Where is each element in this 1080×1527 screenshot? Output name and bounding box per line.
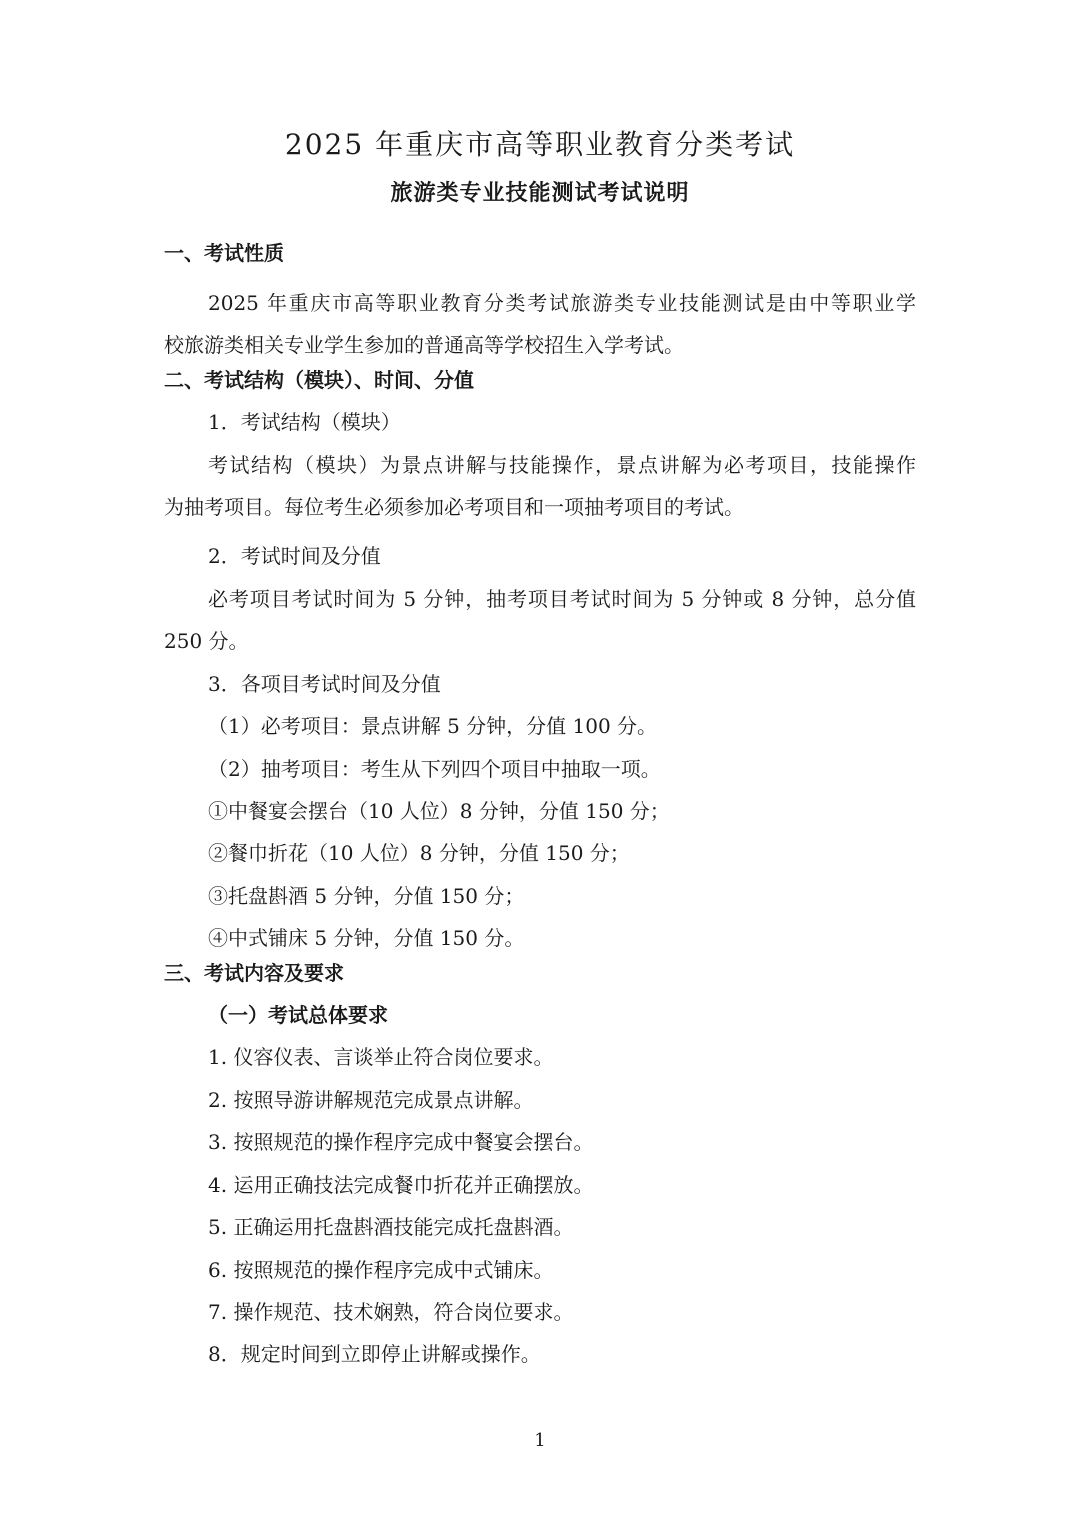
list-item: 1. 仪容仪表、言谈举止符合岗位要求。 — [208, 1045, 554, 1069]
list-item: 8．规定时间到立即停止讲解或操作。 — [208, 1342, 541, 1366]
list-item: （1）必考项目：景点讲解 5 分钟，分值 100 分。 — [208, 714, 658, 738]
list-item: 6. 按照规范的操作程序完成中式铺床。 — [208, 1258, 554, 1282]
section-heading-content: 三、考试内容及要求 — [164, 961, 344, 985]
list-item: 7. 操作规范、技术娴熟，符合岗位要求。 — [208, 1300, 574, 1324]
paragraph-line: 必考项目考试时间为 5 分钟，抽考项目考试时间为 5 分钟或 8 分钟，总分值 — [208, 587, 916, 611]
section-heading-nature: 一、考试性质 — [164, 241, 284, 265]
list-item: 5. 正确运用托盘斟酒技能完成托盘斟酒。 — [208, 1215, 574, 1239]
list-item: 2. 按照导游讲解规范完成景点讲解。 — [208, 1088, 534, 1112]
page-number: 1 — [534, 1430, 546, 1451]
list-item: 4. 运用正确技法完成餐巾折花并正确摆放。 — [208, 1173, 594, 1197]
paragraph-line: 为抽考项目。每位考生必须参加必考项目和一项抽考项目的考试。 — [164, 495, 744, 519]
list-item: ①中餐宴会摆台（10 人位）8 分钟，分值 150 分； — [208, 799, 670, 823]
paragraph-line: 250 分。 — [164, 629, 249, 653]
subsection-heading: 3．各项目考试时间及分值 — [208, 672, 441, 696]
paragraph-line: 考试结构（模块）为景点讲解与技能操作，景点讲解为必考项目，技能操作 — [208, 453, 916, 477]
document-title: 2025 年重庆市高等职业教育分类考试 — [284, 128, 796, 161]
document-subtitle: 旅游类专业技能测试考试说明 — [390, 181, 690, 206]
list-item: （2）抽考项目：考生从下列四个项目中抽取一项。 — [208, 757, 661, 781]
list-item: ③托盘斟酒 5 分钟，分值 150 分； — [208, 884, 525, 908]
subsection-heading: 2．考试时间及分值 — [208, 544, 381, 568]
list-item: 3. 按照规范的操作程序完成中餐宴会摆台。 — [208, 1130, 594, 1154]
paragraph-line: 校旅游类相关专业学生参加的普通高等学校招生入学考试。 — [164, 333, 684, 357]
subsection-heading-general: （一）考试总体要求 — [208, 1003, 388, 1027]
list-item: ②餐巾折花（10 人位）8 分钟，分值 150 分； — [208, 841, 630, 865]
subsection-heading: 1．考试结构（模块） — [208, 410, 401, 434]
section-heading-structure: 二、考试结构（模块）、时间、分值 — [164, 368, 474, 392]
list-item: ④中式铺床 5 分钟，分值 150 分。 — [208, 926, 525, 950]
paragraph-line: 2025 年重庆市高等职业教育分类考试旅游类专业技能测试是由中等职业学 — [208, 291, 916, 315]
